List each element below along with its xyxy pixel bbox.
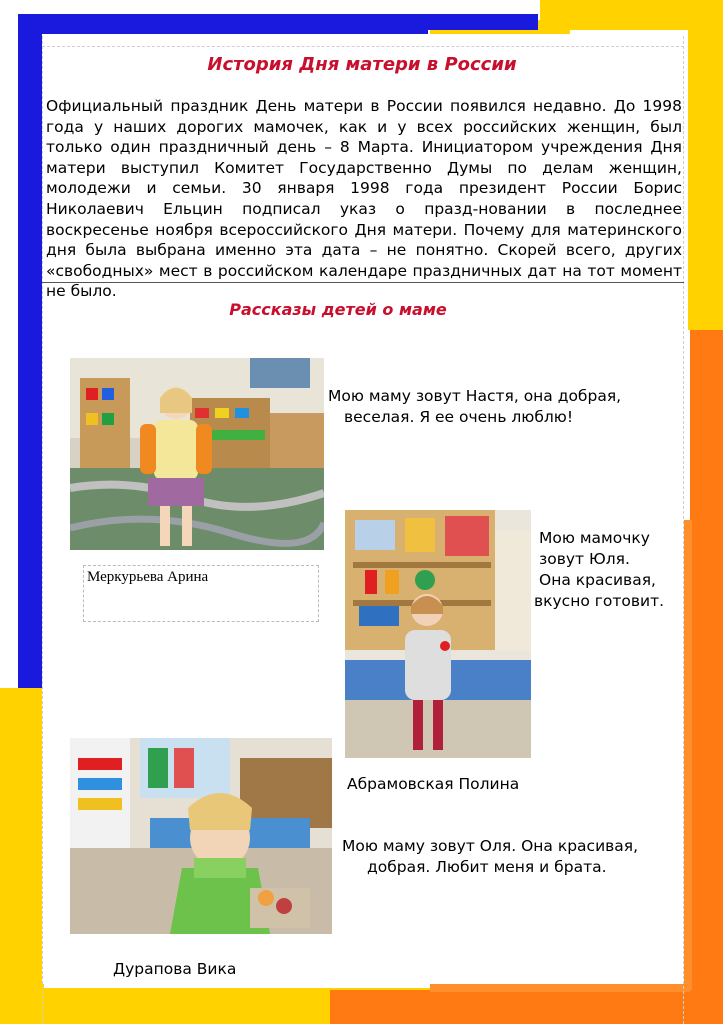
- frame-orange-right-inner: [684, 520, 692, 1000]
- story-2-quote-line-4: вкусно готовит.: [534, 592, 665, 610]
- child-photo-3: [70, 738, 332, 934]
- frame-blue-left: [18, 14, 42, 690]
- frame-yellow-left: [0, 688, 44, 1024]
- intro-paragraph: Официальный праздник День матери в России появился недавно. До 1998 года у наших дорогих мамочек, как и у всех российских женщин, был только один праздничный день – 8 Марта. Инициатором учреждения Дня матери выступил Комитет Государственно Думы по делам женщин, молодежи и семьи. 30 января 1998 года президент России Борис Николаевич Ельцин подписал указ о празд-новании в последнее воскресенье ноября всероссийского Дня матери. Почему для материнского дня была выбрана именно эта дата – не понятно. Скорей всего, других «свободных» мест в российском календаре праздничных дат на тот момент не было.: [46, 97, 682, 301]
- child-photo-2: [345, 510, 531, 758]
- story-2-quote-line-2: зовут Юля.: [539, 550, 630, 568]
- frame-yellow-right: [688, 0, 723, 330]
- page-title: История Дня матери в России: [207, 54, 517, 75]
- section-divider: [42, 282, 684, 283]
- frame-blue-top: [18, 14, 538, 30]
- story-1-quote: [328, 386, 621, 428]
- story-2-child-name: Абрамовская Полина: [347, 775, 520, 793]
- child-photo-1: [70, 358, 324, 550]
- story-2-quote-line-3: Она красивая,: [539, 571, 656, 589]
- guide-line-left: [42, 36, 43, 1024]
- story-3-quote-line-2: добрая. Любит меня и брата.: [367, 858, 607, 876]
- story-3-child-name: Дурапова Вика: [113, 960, 237, 978]
- story-2-quote-line-1: Мою мамочку: [539, 529, 650, 547]
- frame-orange-bottom: [330, 990, 723, 1024]
- story-3-quote-line-1: Мою маму зовут Оля. Она красивая,: [342, 837, 639, 855]
- story-1-name-box: [83, 565, 319, 622]
- stories-heading: Рассказы детей о маме: [229, 300, 447, 319]
- guide-line-right: [683, 36, 684, 1024]
- story-2-quote: [534, 528, 665, 612]
- story-3-quote: [342, 836, 638, 878]
- story-1-quote-line-1: Мою маму зовут Настя, она добрая,: [328, 387, 622, 405]
- story-1-child-name: Меркурьева Арина: [87, 569, 209, 585]
- story-1-quote-line-2: веселая. Я ее очень люблю!: [344, 408, 574, 426]
- guide-line-top: [42, 46, 684, 47]
- frame-orange-right: [690, 330, 723, 1024]
